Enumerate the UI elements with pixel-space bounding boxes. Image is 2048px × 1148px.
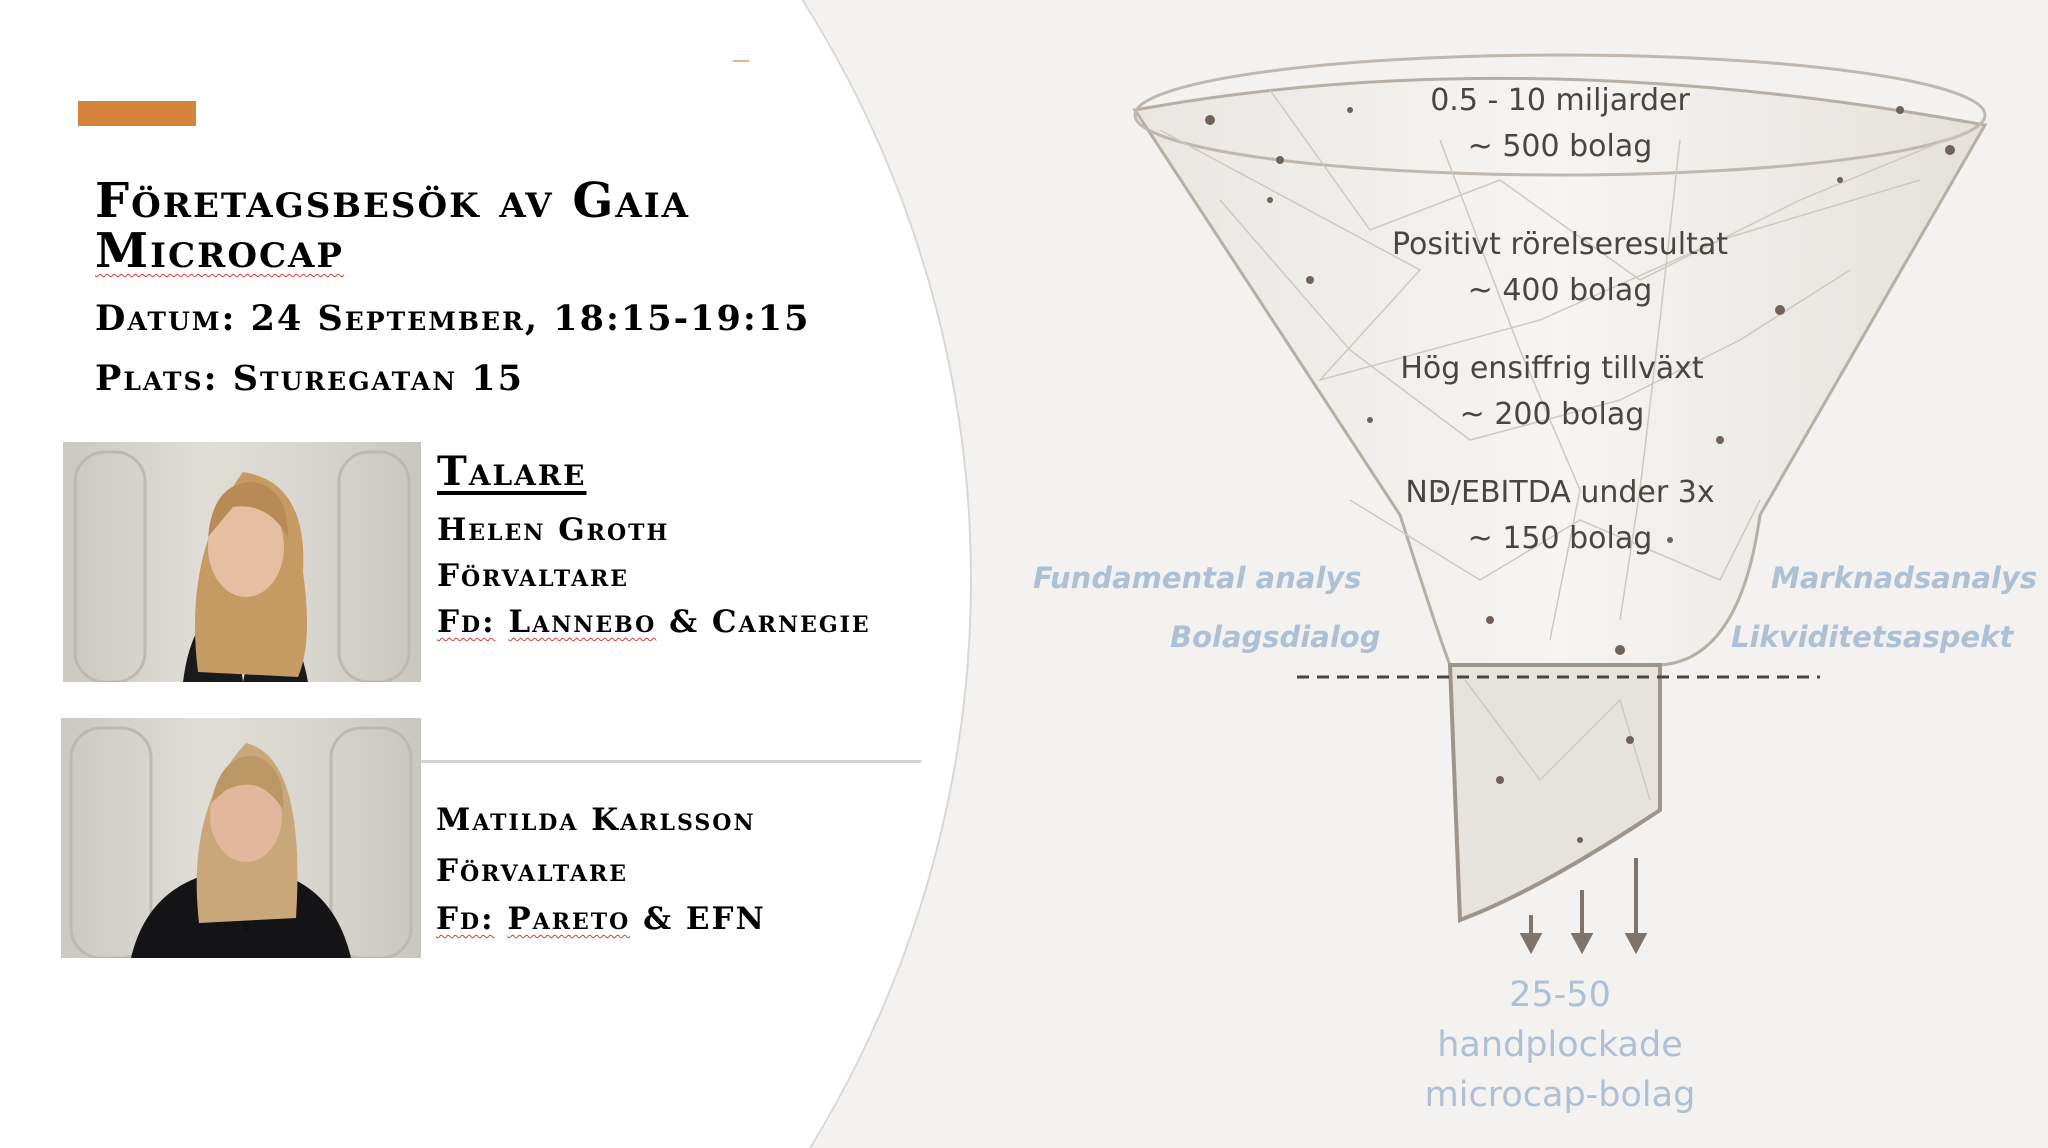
accent-bar bbox=[78, 101, 196, 126]
left-label-fundamental: Fundamental analys bbox=[1033, 561, 1362, 595]
speaker-separator bbox=[421, 760, 921, 763]
page-title bbox=[95, 173, 855, 279]
left-label-bolagsdialog: Bolagsdialog bbox=[1170, 620, 1381, 654]
portrait-illustration bbox=[63, 442, 421, 682]
speaker-previous: Fd: Pareto & EFN bbox=[436, 901, 766, 937]
funnel-stage-3: Hög ensiffrig tillväxt ~ 200 bolag bbox=[1400, 351, 1704, 432]
funnel-stage-4: ND/EBITDA under 3x ~ 150 bolag bbox=[1405, 475, 1715, 556]
speaker-card-helen bbox=[437, 510, 871, 642]
decorative-mark bbox=[733, 60, 749, 62]
title-line2: Microcap bbox=[95, 223, 344, 279]
title-line1: Företagsbesök av Gaia bbox=[95, 173, 691, 229]
speaker-role: Förvaltare bbox=[436, 853, 629, 889]
speaker-name: Matilda Karlsson bbox=[436, 802, 756, 838]
event-location: Plats: Sturegatan 15 bbox=[95, 358, 524, 399]
event-date: Datum: 24 September, 18:15-19:15 bbox=[95, 298, 811, 339]
funnel-result: 25-50 handplockade microcap-bolag bbox=[1424, 975, 1696, 1115]
speaker-photo-helen bbox=[63, 442, 421, 682]
speaker-card-matilda bbox=[436, 800, 766, 939]
speaker-photo-matilda bbox=[61, 718, 421, 958]
speaker-name: Helen Groth bbox=[437, 512, 670, 548]
funnel-stage-1: 0.5 - 10 miljarder ~ 500 bolag bbox=[1430, 83, 1690, 164]
speaker-previous: Fd: Lannebo & Carnegie bbox=[437, 604, 871, 640]
portrait-illustration bbox=[61, 718, 421, 958]
speaker-role: Förvaltare bbox=[437, 558, 630, 594]
right-label-marknadsanalys: Marknadsanalys bbox=[1771, 561, 2038, 595]
speakers-heading-block bbox=[437, 448, 587, 495]
funnel-stage-2: Positivt rörelseresultat ~ 400 bolag bbox=[1391, 227, 1729, 308]
right-label-likviditet: Likviditetsaspekt bbox=[1731, 620, 2014, 654]
speakers-heading: Talare bbox=[437, 448, 587, 495]
